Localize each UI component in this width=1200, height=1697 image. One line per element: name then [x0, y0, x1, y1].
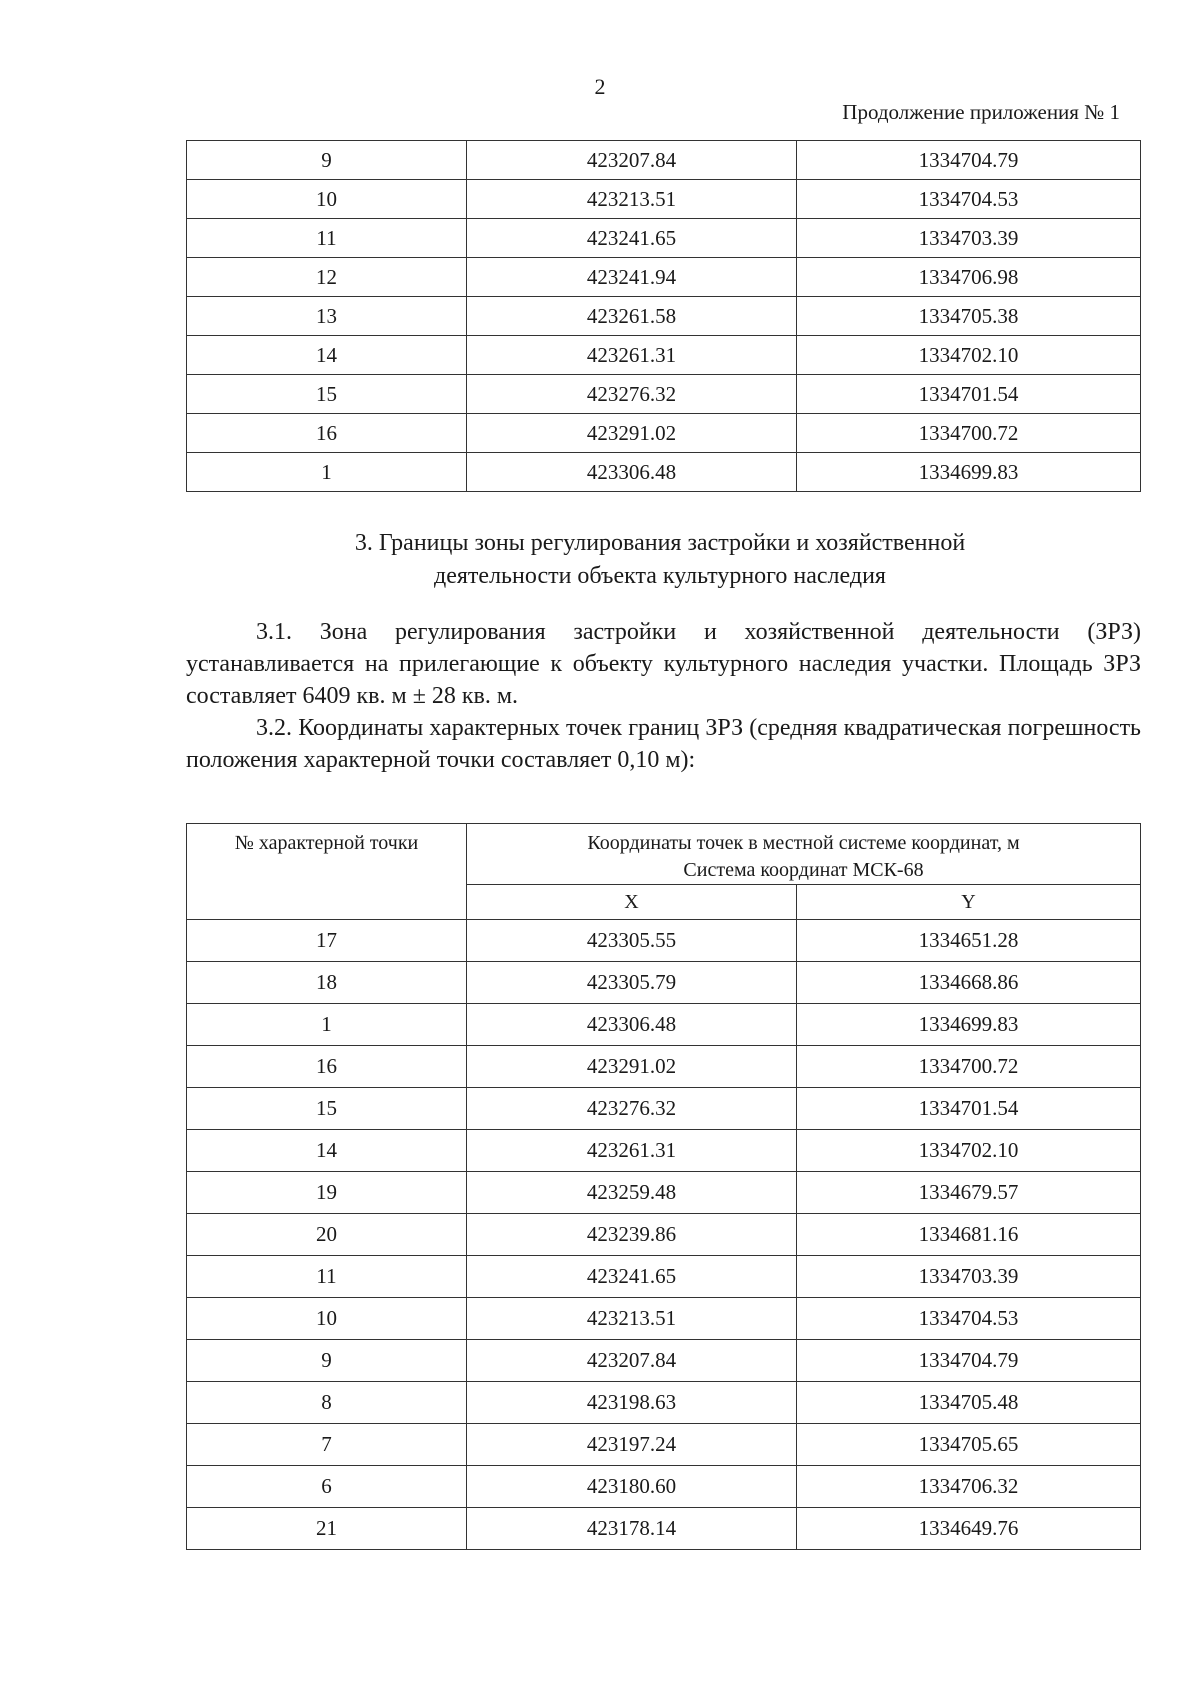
header-y: Y	[797, 885, 1141, 920]
table-row	[187, 1340, 1141, 1382]
point-number-cell: 18	[187, 962, 467, 1004]
point-number-cell: 11	[187, 1256, 467, 1298]
x-coordinate-cell: 423213.51	[467, 1298, 797, 1340]
y-coordinate-cell: 1334649.76	[797, 1508, 1141, 1550]
table-row	[187, 1088, 1141, 1130]
y-coordinate-cell: 1334668.86	[797, 962, 1141, 1004]
y-coordinate-cell: 1334702.10	[797, 1130, 1141, 1172]
y-coordinate-cell: 1334703.39	[797, 1256, 1141, 1298]
header-coordinates	[467, 824, 1141, 885]
point-number-cell: 14	[187, 1130, 467, 1172]
paragraph-3-2-text: 3.2. Координаты характерных точек границ ЗРЗ (средняя квадратическая погрешность положения характерной точки составляет 0,10 м):	[186, 715, 1141, 773]
point-number-cell: 11	[187, 219, 467, 258]
y-coordinate-cell: 1334706.32	[797, 1466, 1141, 1508]
y-coordinate-cell: 1334651.28	[797, 920, 1141, 962]
point-number-cell: 20	[187, 1214, 467, 1256]
y-coordinate-cell: 1334699.83	[797, 1004, 1141, 1046]
point-number-cell: 7	[187, 1424, 467, 1466]
point-number-cell: 10	[187, 180, 467, 219]
x-coordinate-cell: 423197.24	[467, 1424, 797, 1466]
table-row	[187, 1424, 1141, 1466]
table-row	[187, 297, 1141, 336]
x-coordinate-cell: 423239.86	[467, 1214, 797, 1256]
table-row	[187, 336, 1141, 375]
coordinates-table-continued	[186, 140, 1141, 492]
table-row	[187, 920, 1141, 962]
x-coordinate-cell: 423261.58	[467, 297, 797, 336]
table-row	[187, 414, 1141, 453]
table-row	[187, 1046, 1141, 1088]
table-row	[187, 258, 1141, 297]
x-coordinate-cell: 423241.65	[467, 219, 797, 258]
table-header-row	[187, 824, 1141, 885]
paragraph-3-1-text: 3.1. Зона регулирования застройки и хозяйственной деятельности (ЗРЗ) устанавливается на прилегающие к объекту культурного наследия участки. Площадь ЗРЗ составляет 6409 кв. м ± 28 кв. м.	[186, 619, 1141, 709]
y-coordinate-cell: 1334704.79	[797, 141, 1141, 180]
table-row	[187, 141, 1141, 180]
y-coordinate-cell: 1334700.72	[797, 414, 1141, 453]
y-coordinate-cell: 1334703.39	[797, 219, 1141, 258]
continuation-label: Продолжение приложения № 1	[842, 100, 1120, 124]
x-coordinate-cell: 423305.55	[467, 920, 797, 962]
table-row	[187, 1466, 1141, 1508]
y-coordinate-cell: 1334706.98	[797, 258, 1141, 297]
point-number-cell: 6	[187, 1466, 467, 1508]
point-number-cell: 1	[187, 1004, 467, 1046]
table-row	[187, 1172, 1141, 1214]
point-number-cell: 9	[187, 141, 467, 180]
x-coordinate-cell: 423306.48	[467, 453, 797, 492]
x-coordinate-cell: 423198.63	[467, 1382, 797, 1424]
x-coordinate-cell: 423291.02	[467, 1046, 797, 1088]
y-coordinate-cell: 1334704.53	[797, 1298, 1141, 1340]
y-coordinate-cell: 1334700.72	[797, 1046, 1141, 1088]
x-coordinate-cell: 423261.31	[467, 336, 797, 375]
point-number-cell: 19	[187, 1172, 467, 1214]
point-number-cell: 9	[187, 1340, 467, 1382]
y-coordinate-cell: 1334704.53	[797, 180, 1141, 219]
table-row	[187, 219, 1141, 258]
point-number-cell: 17	[187, 920, 467, 962]
point-number-cell: 14	[187, 336, 467, 375]
y-coordinate-cell: 1334701.54	[797, 1088, 1141, 1130]
y-coordinate-cell: 1334705.38	[797, 297, 1141, 336]
x-coordinate-cell: 423291.02	[467, 414, 797, 453]
section-title-line-1: 3. Границы зоны регулирования застройки и хозяйственной	[354, 530, 966, 556]
paragraph-3-2	[186, 712, 1141, 776]
point-number-cell: 15	[187, 1088, 467, 1130]
table-row	[187, 1298, 1141, 1340]
section-title	[250, 527, 1070, 593]
x-coordinate-cell: 423213.51	[467, 180, 797, 219]
table-row	[187, 453, 1141, 492]
zrz-coordinates-table	[186, 823, 1141, 1550]
table-row	[187, 375, 1141, 414]
point-number-cell: 1	[187, 453, 467, 492]
point-number-cell: 21	[187, 1508, 467, 1550]
header-x: X	[467, 885, 797, 920]
x-coordinate-cell: 423178.14	[467, 1508, 797, 1550]
point-number-cell: 12	[187, 258, 467, 297]
header-point-number: № характерной точки	[187, 824, 467, 920]
point-number-cell: 8	[187, 1382, 467, 1424]
x-coordinate-cell: 423259.48	[467, 1172, 797, 1214]
x-coordinate-cell: 423180.60	[467, 1466, 797, 1508]
table-row	[187, 1214, 1141, 1256]
point-number-cell: 10	[187, 1298, 467, 1340]
x-coordinate-cell: 423241.94	[467, 258, 797, 297]
x-coordinate-cell: 423306.48	[467, 1004, 797, 1046]
x-coordinate-cell: 423261.31	[467, 1130, 797, 1172]
x-coordinate-cell: 423276.32	[467, 1088, 797, 1130]
header-coordinates-line-1: Координаты точек в местной системе координат, м	[587, 832, 1020, 854]
paragraph-3-1	[186, 616, 1141, 712]
x-coordinate-cell: 423207.84	[467, 141, 797, 180]
y-coordinate-cell: 1334702.10	[797, 336, 1141, 375]
table-row	[187, 1004, 1141, 1046]
x-coordinate-cell: 423241.65	[467, 1256, 797, 1298]
table-row	[187, 180, 1141, 219]
table-row	[187, 1130, 1141, 1172]
point-number-cell: 16	[187, 1046, 467, 1088]
point-number-cell: 16	[187, 414, 467, 453]
table-row	[187, 1382, 1141, 1424]
point-number-cell: 13	[187, 297, 467, 336]
section-title-line-2: деятельности объекта культурного наследия	[434, 563, 886, 589]
table-row	[187, 962, 1141, 1004]
x-coordinate-cell: 423276.32	[467, 375, 797, 414]
y-coordinate-cell: 1334705.48	[797, 1382, 1141, 1424]
point-number-cell: 15	[187, 375, 467, 414]
table-row	[187, 1508, 1141, 1550]
y-coordinate-cell: 1334679.57	[797, 1172, 1141, 1214]
y-coordinate-cell: 1334699.83	[797, 453, 1141, 492]
x-coordinate-cell: 423207.84	[467, 1340, 797, 1382]
y-coordinate-cell: 1334701.54	[797, 375, 1141, 414]
y-coordinate-cell: 1334681.16	[797, 1214, 1141, 1256]
header-coordinates-line-2: Система координат МСК-68	[683, 859, 924, 881]
x-coordinate-cell: 423305.79	[467, 962, 797, 1004]
table-row	[187, 1256, 1141, 1298]
y-coordinate-cell: 1334704.79	[797, 1340, 1141, 1382]
page-number: 2	[594, 74, 606, 99]
y-coordinate-cell: 1334705.65	[797, 1424, 1141, 1466]
